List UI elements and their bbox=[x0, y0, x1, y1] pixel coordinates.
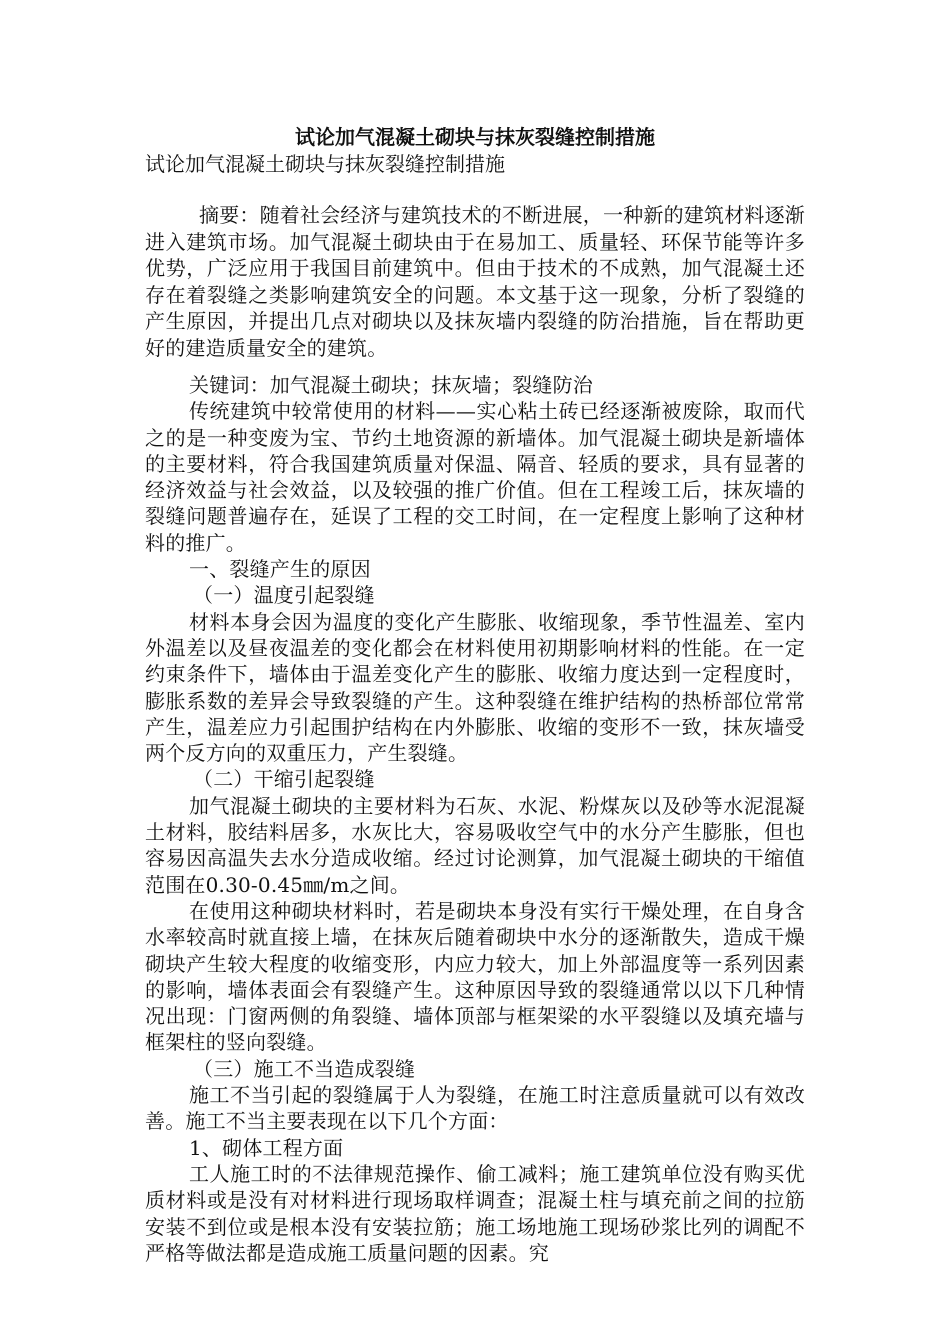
shrinkage-paragraph-2: 在使用这种砌块材料时，若是砌块本身没有实行干燥处理，在自身含水率较高时就直接上墙，在抹灰后随着砌块中水分的逐渐散失，造成干燥砌块产生较大程度的收缩变形，内应力较大，加上外部温度等一系列因素的影响，墙体表面会有裂缝产生。这种原因导致的裂缝通常以以下几种情况出现：门窗两侧的角裂缝、墙体顶部与框架梁的水平裂缝以及填充墙与框架柱的竖向裂缝。 bbox=[145, 898, 805, 1055]
subheading-temperature: （一）温度引起裂缝 bbox=[193, 583, 375, 608]
abstract-paragraph: 摘要：随着社会经济与建筑技术的不断进展，一种新的建筑材料逐渐进入建筑市场。加气混凝土砌块由于在易加工、质量轻、环保节能等许多优势，广泛应用于我国目前建筑中。但由于技术的不成熟，加气混凝土还存在着裂缝之类影响建筑安全的问题。本文基于这一现象，分析了裂缝的产生原因，并提出几点对砌块以及抹灰墙内裂缝的防治措施，旨在帮助更好的建造质量安全的建筑。 bbox=[145, 203, 805, 360]
item-heading-masonry: 1、砌体工程方面 bbox=[189, 1135, 344, 1160]
shrinkage-paragraph-1: 加气混凝土砌块的主要材料为石灰、水泥、粉煤灰以及砂等水泥混凝土材料，胶结料居多，水灰比大，容易吸收空气中的水分产生膨胀，但也容易因高温失去水分造成收缩。经过讨论测算，加气混凝土砌块的干缩值范围在0.30-0.45㎜/m之间。 bbox=[145, 793, 805, 897]
main-body bbox=[145, 372, 805, 1266]
document-title: 试论加气混凝土砌块与抹灰裂缝控制措施 bbox=[295, 125, 655, 149]
subheading-shrinkage: （二）干缩引起裂缝 bbox=[193, 767, 375, 792]
section-heading-causes: 一、裂缝产生的原因 bbox=[189, 557, 371, 582]
keywords-line: 关键词：加气混凝土砌块；抹灰墙；裂缝防治 bbox=[189, 373, 593, 397]
subheading-construction: （三）施工不当造成裂缝 bbox=[193, 1056, 416, 1081]
intro-paragraph: 传统建筑中较常使用的材料——实心粘土砖已经逐渐被废除，取而代之的是一种变废为宝、节约土地资源的新墙体。加气混凝土砌块是新墙体的主要材料，符合我国建筑质量对保温、隔音、轻质的要求，具有显著的经济效益与社会效益，以及较强的推广价值。但在工程竣工后，抹灰墙的裂缝问题普遍存在，延误了工程的交工时间，在一定程度上影响了这种材料的推广。 bbox=[145, 399, 805, 555]
abstract-section bbox=[145, 202, 805, 361]
construction-paragraph: 施工不当引起的裂缝属于人为裂缝，在施工时注意质量就可以有效改善。施工不当主要表现在以下几个方面： bbox=[145, 1083, 805, 1134]
masonry-paragraph: 工人施工时的不法律规范操作、偷工减料；施工建筑单位没有购买优质材料或是没有对材料进行现场取样调查；混凝土柱与填充前之间的拉筋安装不到位或是根本没有安装拉筋；施工场地施工现场砂浆比列的调配不严格等做法都是造成施工质量问题的因素。究 bbox=[145, 1161, 805, 1265]
document-subtitle: 试论加气混凝土砌块与抹灰裂缝控制措施 bbox=[145, 152, 505, 176]
temperature-paragraph: 材料本身会因为温度的变化产生膨胀、收缩现象，季节性温差、室内外温差以及昼夜温差的变化都会在材料使用初期影响材料的性能。在一定约束条件下，墙体由于温差变化产生的膨胀、收缩力度达到一定程度时，膨胀系数的差异会导致裂缝的产生。这种裂缝在维护结构的热桥部位常常产生，温差应力引起围护结构在内外膨胀、收缩的变形不一致，抹灰墙受两个反方向的双重压力，产生裂缝。 bbox=[145, 609, 805, 766]
